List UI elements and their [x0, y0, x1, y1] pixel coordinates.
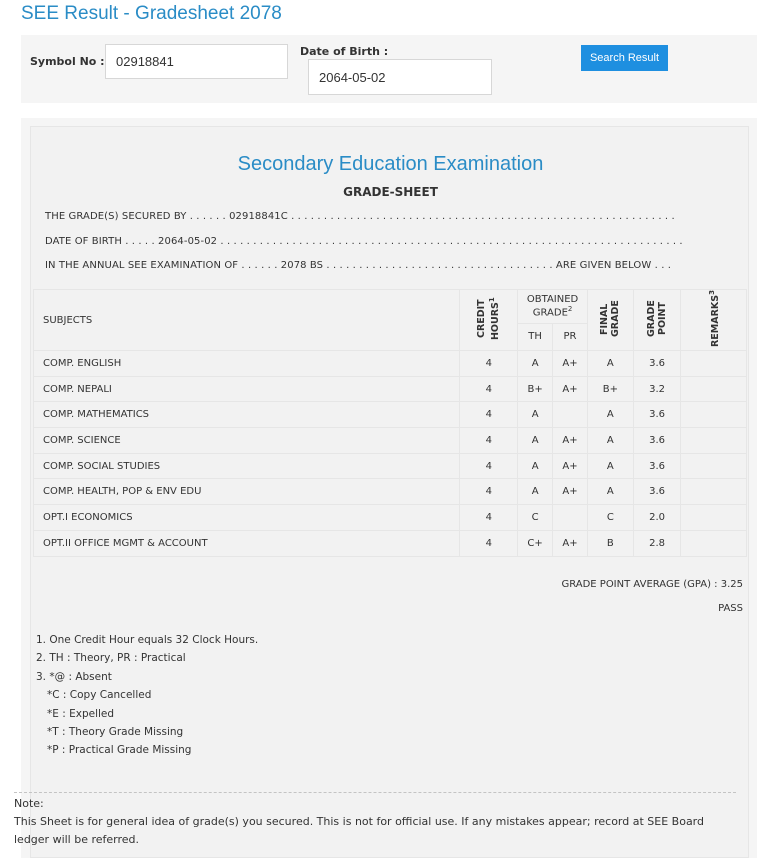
page-title: SEE Result - Gradesheet 2078 [21, 3, 282, 24]
dob-label: Date of Birth : [300, 45, 389, 58]
table-row [34, 453, 747, 479]
remarks-cell [681, 428, 747, 454]
credit-cell: 4 [460, 376, 518, 402]
final-grade-cell: A [587, 453, 633, 479]
pr-grade-cell: A+ [553, 428, 588, 454]
header-subjects: SUBJECTS [34, 290, 460, 351]
pr-grade-cell: A+ [553, 351, 588, 377]
table-row [34, 505, 747, 531]
remarks-cell [681, 351, 747, 377]
credit-cell: 4 [460, 453, 518, 479]
note-item: 3. *@ : Absent [36, 670, 112, 683]
search-panel [21, 35, 757, 103]
remarks-cell [681, 376, 747, 402]
pr-grade-cell: A+ [553, 479, 588, 505]
final-grade-cell: B [587, 530, 633, 556]
subject-cell: COMP. MATHEMATICS [34, 402, 460, 428]
symbol-label: Symbol No : [30, 55, 105, 68]
credit-cell: 4 [460, 402, 518, 428]
credit-cell: 4 [460, 530, 518, 556]
final-grade-cell: A [587, 351, 633, 377]
exam-line: IN THE ANNUAL SEE EXAMINATION OF . . . . . . 2078 BS . . . . . . . . . . . . . . . . . . . . . . . . . . . . . . . . . . . ARE GIVEN BELOW . . . [45, 260, 672, 271]
footer-label: Note: [14, 797, 44, 810]
subject-cell: COMP. NEPALI [34, 376, 460, 402]
grade-point-cell: 3.6 [633, 479, 681, 505]
grade-point-cell: 3.2 [633, 376, 681, 402]
grade-point-cell: 2.8 [633, 530, 681, 556]
remarks-cell [681, 530, 747, 556]
note-subitem: *P : Practical Grade Missing [47, 744, 192, 757]
header-th: TH [518, 323, 553, 350]
credit-cell: 4 [460, 428, 518, 454]
dob-line: DATE OF BIRTH . . . . . 2064-05-02 . . . . . . . . . . . . . . . . . . . . . . . . . . . . . . . . . . . . . . . . . . . . . . . . . . . . . . . . . . . . . . . . . . . . . . . [45, 236, 683, 247]
th-grade-cell: A [518, 402, 553, 428]
dob-input[interactable] [308, 59, 492, 95]
sheet-title: GRADE-SHEET [343, 185, 438, 199]
th-grade-cell: A [518, 351, 553, 377]
grade-point-cell: 3.6 [633, 351, 681, 377]
credit-cell: 4 [460, 479, 518, 505]
footer-note [14, 792, 736, 849]
footer-text: This Sheet is for general idea of grade(s) you secured. This is not for official use. If any mistakes appear; record at SEE Board ledger will be referred. [14, 815, 704, 846]
th-grade-cell: C [518, 505, 553, 531]
note-item: 1. One Credit Hour equals 32 Clock Hours. [36, 634, 259, 646]
final-grade-cell: A [587, 479, 633, 505]
note-item: 2. TH : Theory, PR : Practical [36, 652, 186, 665]
subject-cell: COMP. HEALTH, POP & ENV EDU [34, 479, 460, 505]
remarks-cell [681, 402, 747, 428]
subject-cell: OPT.I ECONOMICS [34, 505, 460, 531]
final-grade-cell: B+ [587, 376, 633, 402]
th-grade-cell: C+ [518, 530, 553, 556]
header-grade-point: GRADE POINT [633, 290, 681, 351]
header-remarks: REMARKS$^3$ [681, 290, 747, 351]
credit-cell: 4 [460, 351, 518, 377]
table-row [34, 428, 747, 454]
gradesheet-panel [21, 118, 757, 858]
table-row [34, 402, 747, 428]
table-row [34, 530, 747, 556]
header-final-grade: FINAL GRADE [587, 290, 633, 351]
pr-grade-cell: A+ [553, 530, 588, 556]
subject-cell: OPT.II OFFICE MGMT & ACCOUNT [34, 530, 460, 556]
note-subitem: *T : Theory Grade Missing [47, 726, 184, 739]
search-result-button[interactable]: Search Result [581, 45, 668, 71]
grade-point-cell: 3.6 [633, 402, 681, 428]
pr-grade-cell [553, 505, 588, 531]
header-pr: PR [553, 323, 588, 350]
note-subitem: *C : Copy Cancelled [47, 689, 152, 702]
header-obtained-grade: OBTAINED GRADE$^2$ [518, 290, 588, 324]
note-subitem: *E : Expelled [47, 707, 115, 720]
table-row [34, 479, 747, 505]
subject-cell: COMP. ENGLISH [34, 351, 460, 377]
remarks-cell [681, 453, 747, 479]
remarks-cell [681, 479, 747, 505]
th-grade-cell: A [518, 453, 553, 479]
th-grade-cell: B+ [518, 376, 553, 402]
table-row [34, 376, 747, 402]
th-grade-cell: A [518, 428, 553, 454]
grade-point-cell: 3.6 [633, 453, 681, 479]
pr-grade-cell: A+ [553, 453, 588, 479]
grade-point-cell: 2.0 [633, 505, 681, 531]
final-grade-cell: C [587, 505, 633, 531]
symbol-input[interactable] [105, 44, 288, 79]
subject-cell: COMP. SCIENCE [34, 428, 460, 454]
subject-cell: COMP. SOCIAL STUDIES [34, 453, 460, 479]
secured-by-line: THE GRADE(S) SECURED BY . . . . . . 02918841C . . . . . . . . . . . . . . . . . . . . . . . . . . . . . . . . . . . . . . . . . . . . . . . . . . . . . . . . . . . [45, 211, 675, 222]
exam-title: Secondary Education Examination [237, 153, 544, 175]
header-credit-hours: CREDIT HOURS$^1$ [460, 290, 518, 351]
gpa-line: GRADE POINT AVERAGE (GPA) : 3.25 [561, 579, 743, 590]
final-grade-cell: A [587, 402, 633, 428]
pr-grade-cell [553, 402, 588, 428]
grades-table [33, 289, 747, 557]
th-grade-cell: A [518, 479, 553, 505]
table-row [34, 351, 747, 377]
pr-grade-cell: A+ [553, 376, 588, 402]
result-status: PASS [718, 603, 743, 614]
gradesheet [30, 126, 749, 858]
notes-list [36, 631, 258, 760]
final-grade-cell: A [587, 428, 633, 454]
remarks-cell [681, 505, 747, 531]
grade-point-cell: 3.6 [633, 428, 681, 454]
credit-cell: 4 [460, 505, 518, 531]
